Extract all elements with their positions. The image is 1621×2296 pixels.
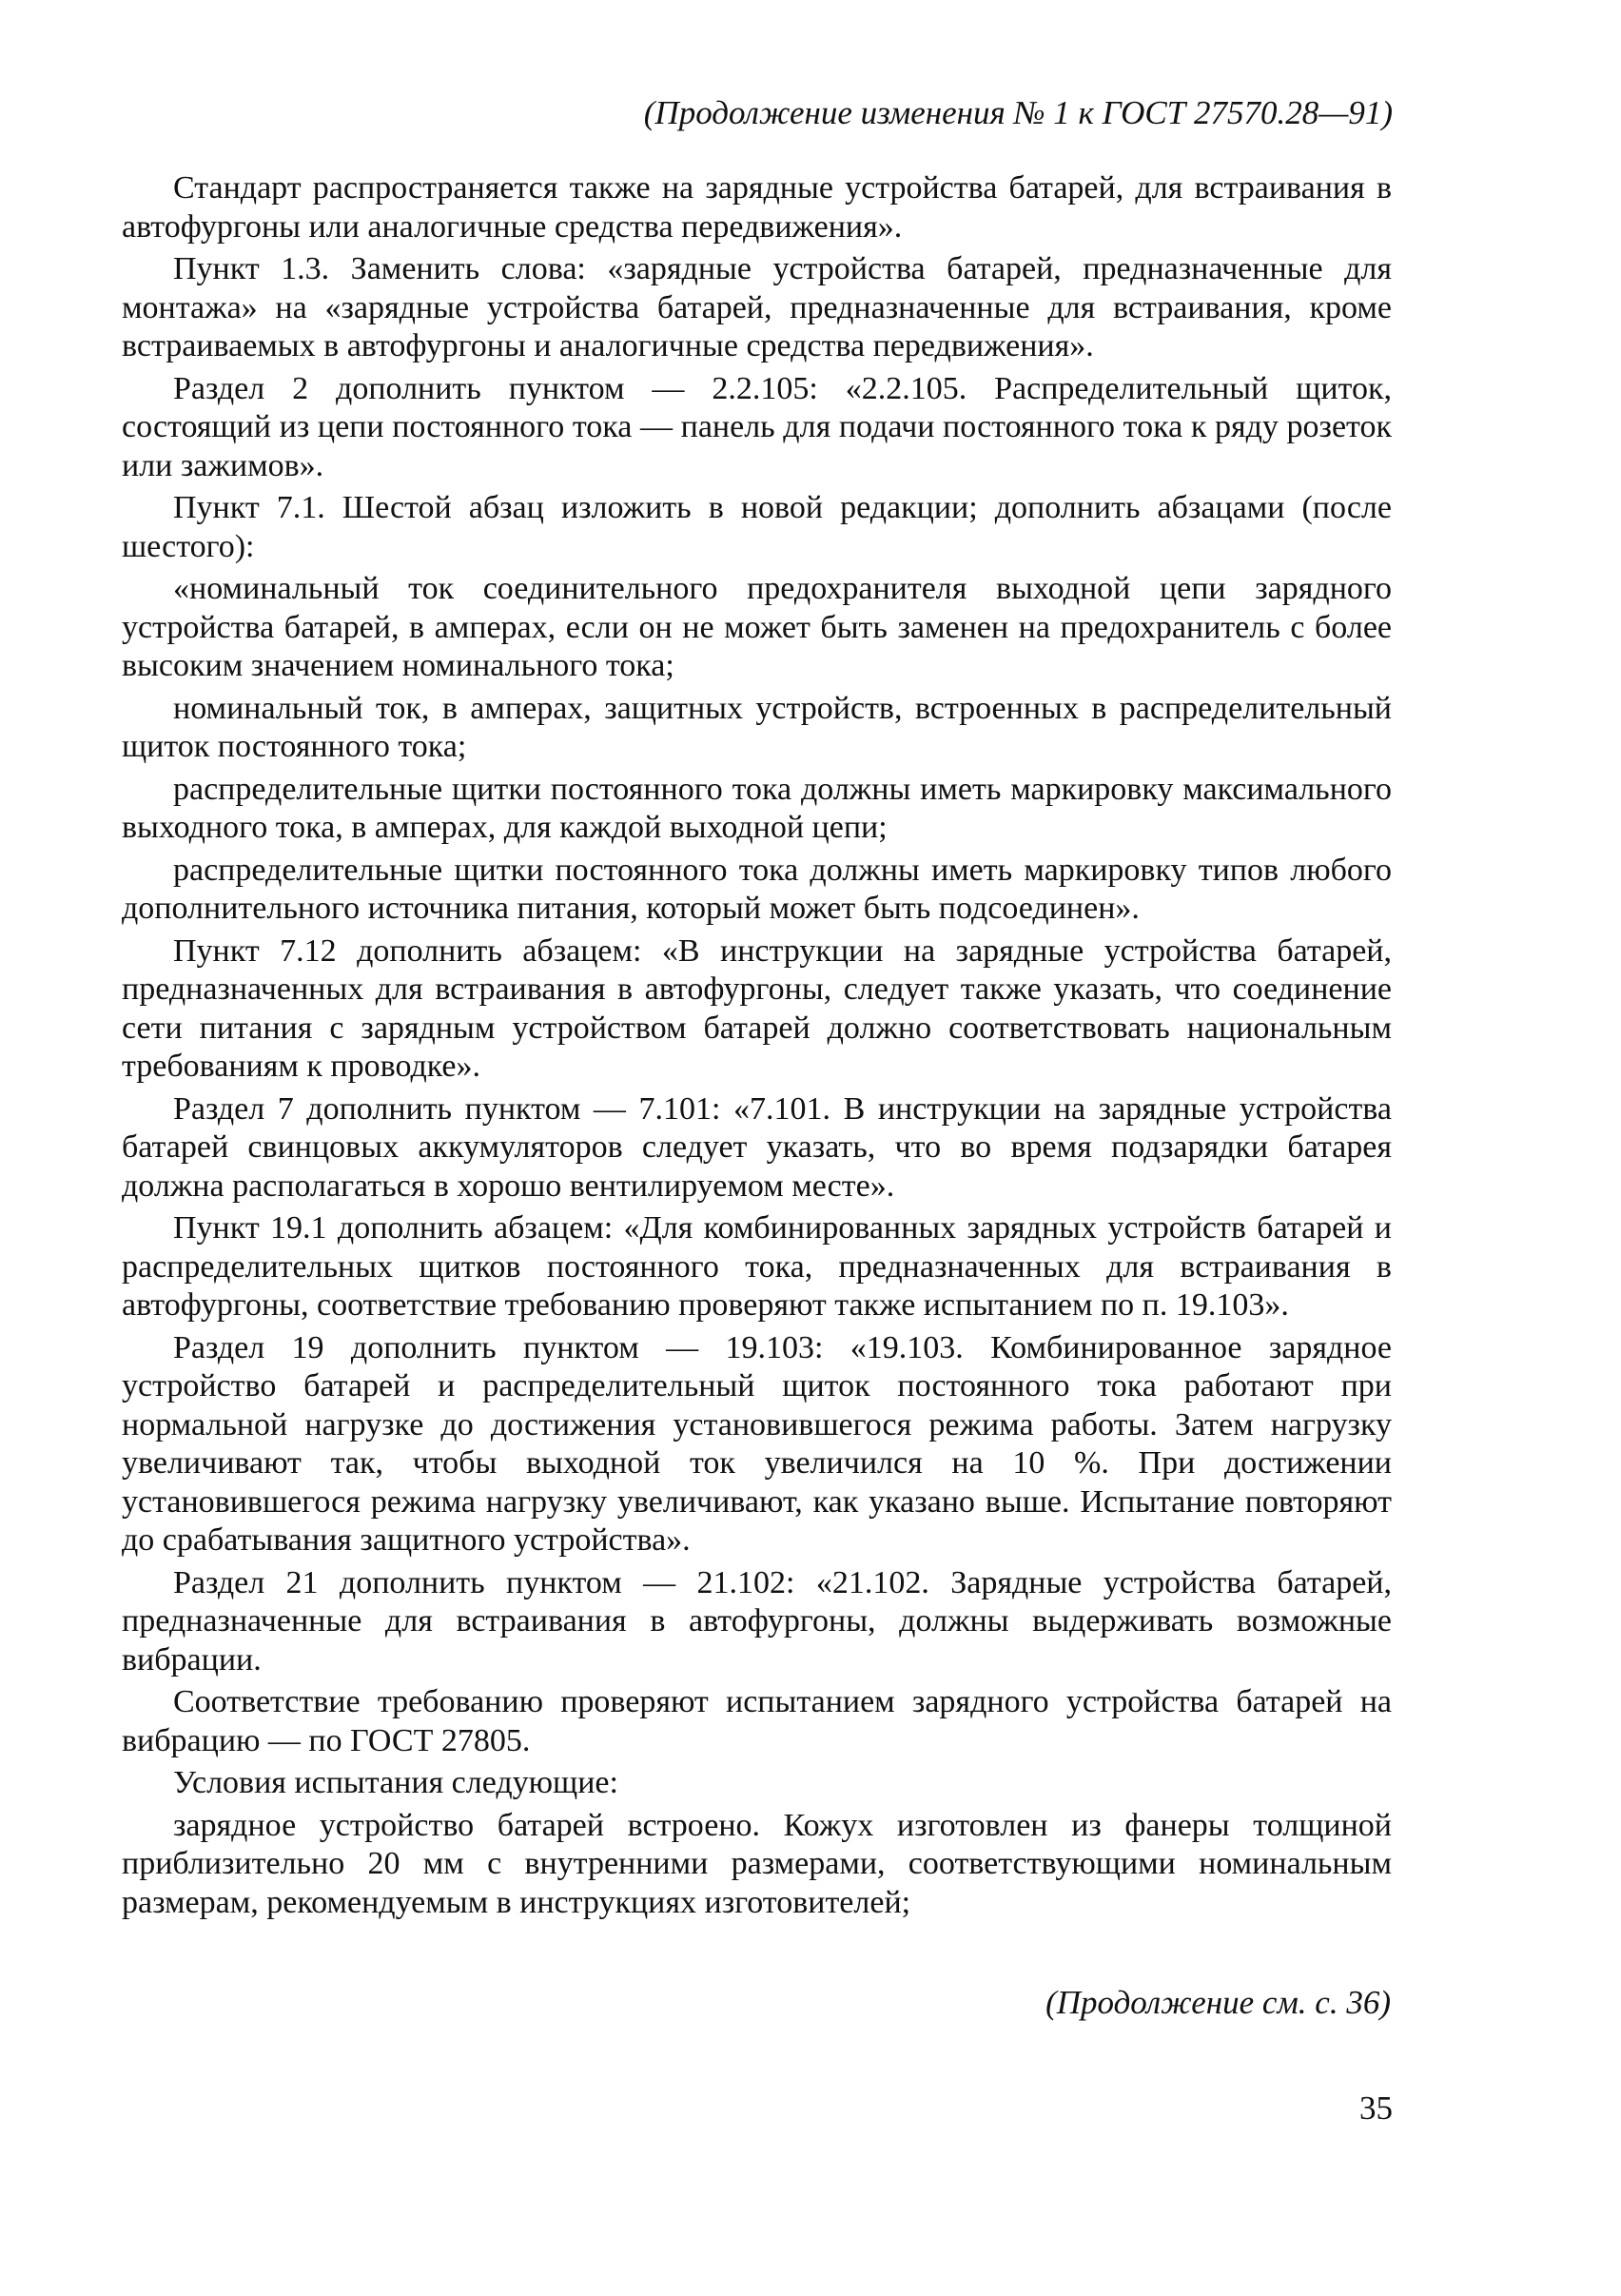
paragraph: номинальный ток, в амперах, защитных устройств, встроенных в распределительный щиток постоянного тока; xyxy=(122,690,1392,764)
paragraph: распределительные щитки постоянного тока должны иметь маркировку максимального выходного тока, в амперах, для каждой выходной цепи; xyxy=(122,771,1392,845)
paragraph: Пункт 7.12 дополнить абзацем: «В инструкции на зарядные устройства батарей, предназначенных для встраивания в автофургоны, следует также указать, что соединение сети питания с зарядным устройством батарей должно соответствовать национальным требованиям к проводке». xyxy=(122,932,1392,1084)
continuation-note: (Продолжение см. с. 36) xyxy=(1045,1984,1391,2021)
paragraph: распределительные щитки постоянного тока должны иметь маркировку типов любого дополнительного источника питания, который может быть подсоединен». xyxy=(122,852,1392,926)
paragraph: Раздел 21 дополнить пунктом — 21.102: «21.102. Зарядные устройства батарей, предназначенные для встраивания в автофургоны, должны выдерживать возможные вибрации. xyxy=(122,1564,1392,1678)
page-header: (Продолжение изменения № 1 к ГОСТ 27570.28—91) xyxy=(643,94,1393,131)
document-body xyxy=(122,169,1392,1926)
paragraph: «номинальный ток соединительного предохранителя выходной цепи зарядного устройства батарей, в амперах, если он не может быть заменен на предохранитель с более высоким значением номинального тока; xyxy=(122,571,1392,683)
page-number: 35 xyxy=(1359,2090,1393,2127)
paragraph: Пункт 7.1. Шестой абзац изложить в новой редакции; дополнить абзацами (после шестого): xyxy=(122,490,1392,564)
paragraph: Раздел 19 дополнить пунктом — 19.103: «19.103. Комбинированное зарядное устройство батарей и распределительный щиток постоянного тока работают при нормальной нагрузке до достижения установившегося режима работы. Затем нагрузку увеличивают так, чтобы выходной ток увеличился на 10 %. При достижении установившегося режима нагрузку увеличивают, как указано выше. Испытание повторяют до срабатывания защитного устройства». xyxy=(122,1329,1392,1558)
paragraph: Пункт 19.1 дополнить абзацем: «Для комбинированных зарядных устройств батарей и распределительных щитков постоянного тока, предназначенных для встраивания в автофургоны, соответствие требованию проверяют также испытанием по п. 19.103». xyxy=(122,1210,1392,1323)
paragraph: Раздел 7 дополнить пунктом — 7.101: «7.101. В инструкции на зарядные устройства батарей свинцовых аккумуляторов следует указать, что во время подзарядки батарея должна располагаться в хорошо вентилируемом месте». xyxy=(122,1090,1392,1204)
paragraph: Соответствие требованию проверяют испытанием зарядного устройства батарей на вибрацию — по ГОСТ 27805. xyxy=(122,1684,1392,1758)
paragraph: зарядное устройство батарей встроено. Кожух изготовлен из фанеры толщиной приблизительно 20 мм с внутренними размерами, соответствующими номинальным размерам, рекомендуемым в инструкциях изготовителей; xyxy=(122,1807,1392,1920)
paragraph: Стандарт распространяется также на зарядные устройства батарей, для встраивания в автофургоны или аналогичные средства передвижения». xyxy=(122,170,1392,245)
paragraph: Раздел 2 дополнить пунктом — 2.2.105: «2.2.105. Распределительный щиток, состоящий из цепи постоянного тока — панель для подачи постоянного тока к ряду розеток или зажимов». xyxy=(122,370,1392,483)
paragraph: Пункт 1.3. Заменить слова: «зарядные устройства батарей, предназначенные для монтажа» на «зарядные устройства батарей, предназначенные для встраивания, кроме встраиваемых в автофургоны и аналогичные средства передвижения». xyxy=(122,251,1392,363)
paragraph: Условия испытания следующие: xyxy=(173,1765,618,1800)
